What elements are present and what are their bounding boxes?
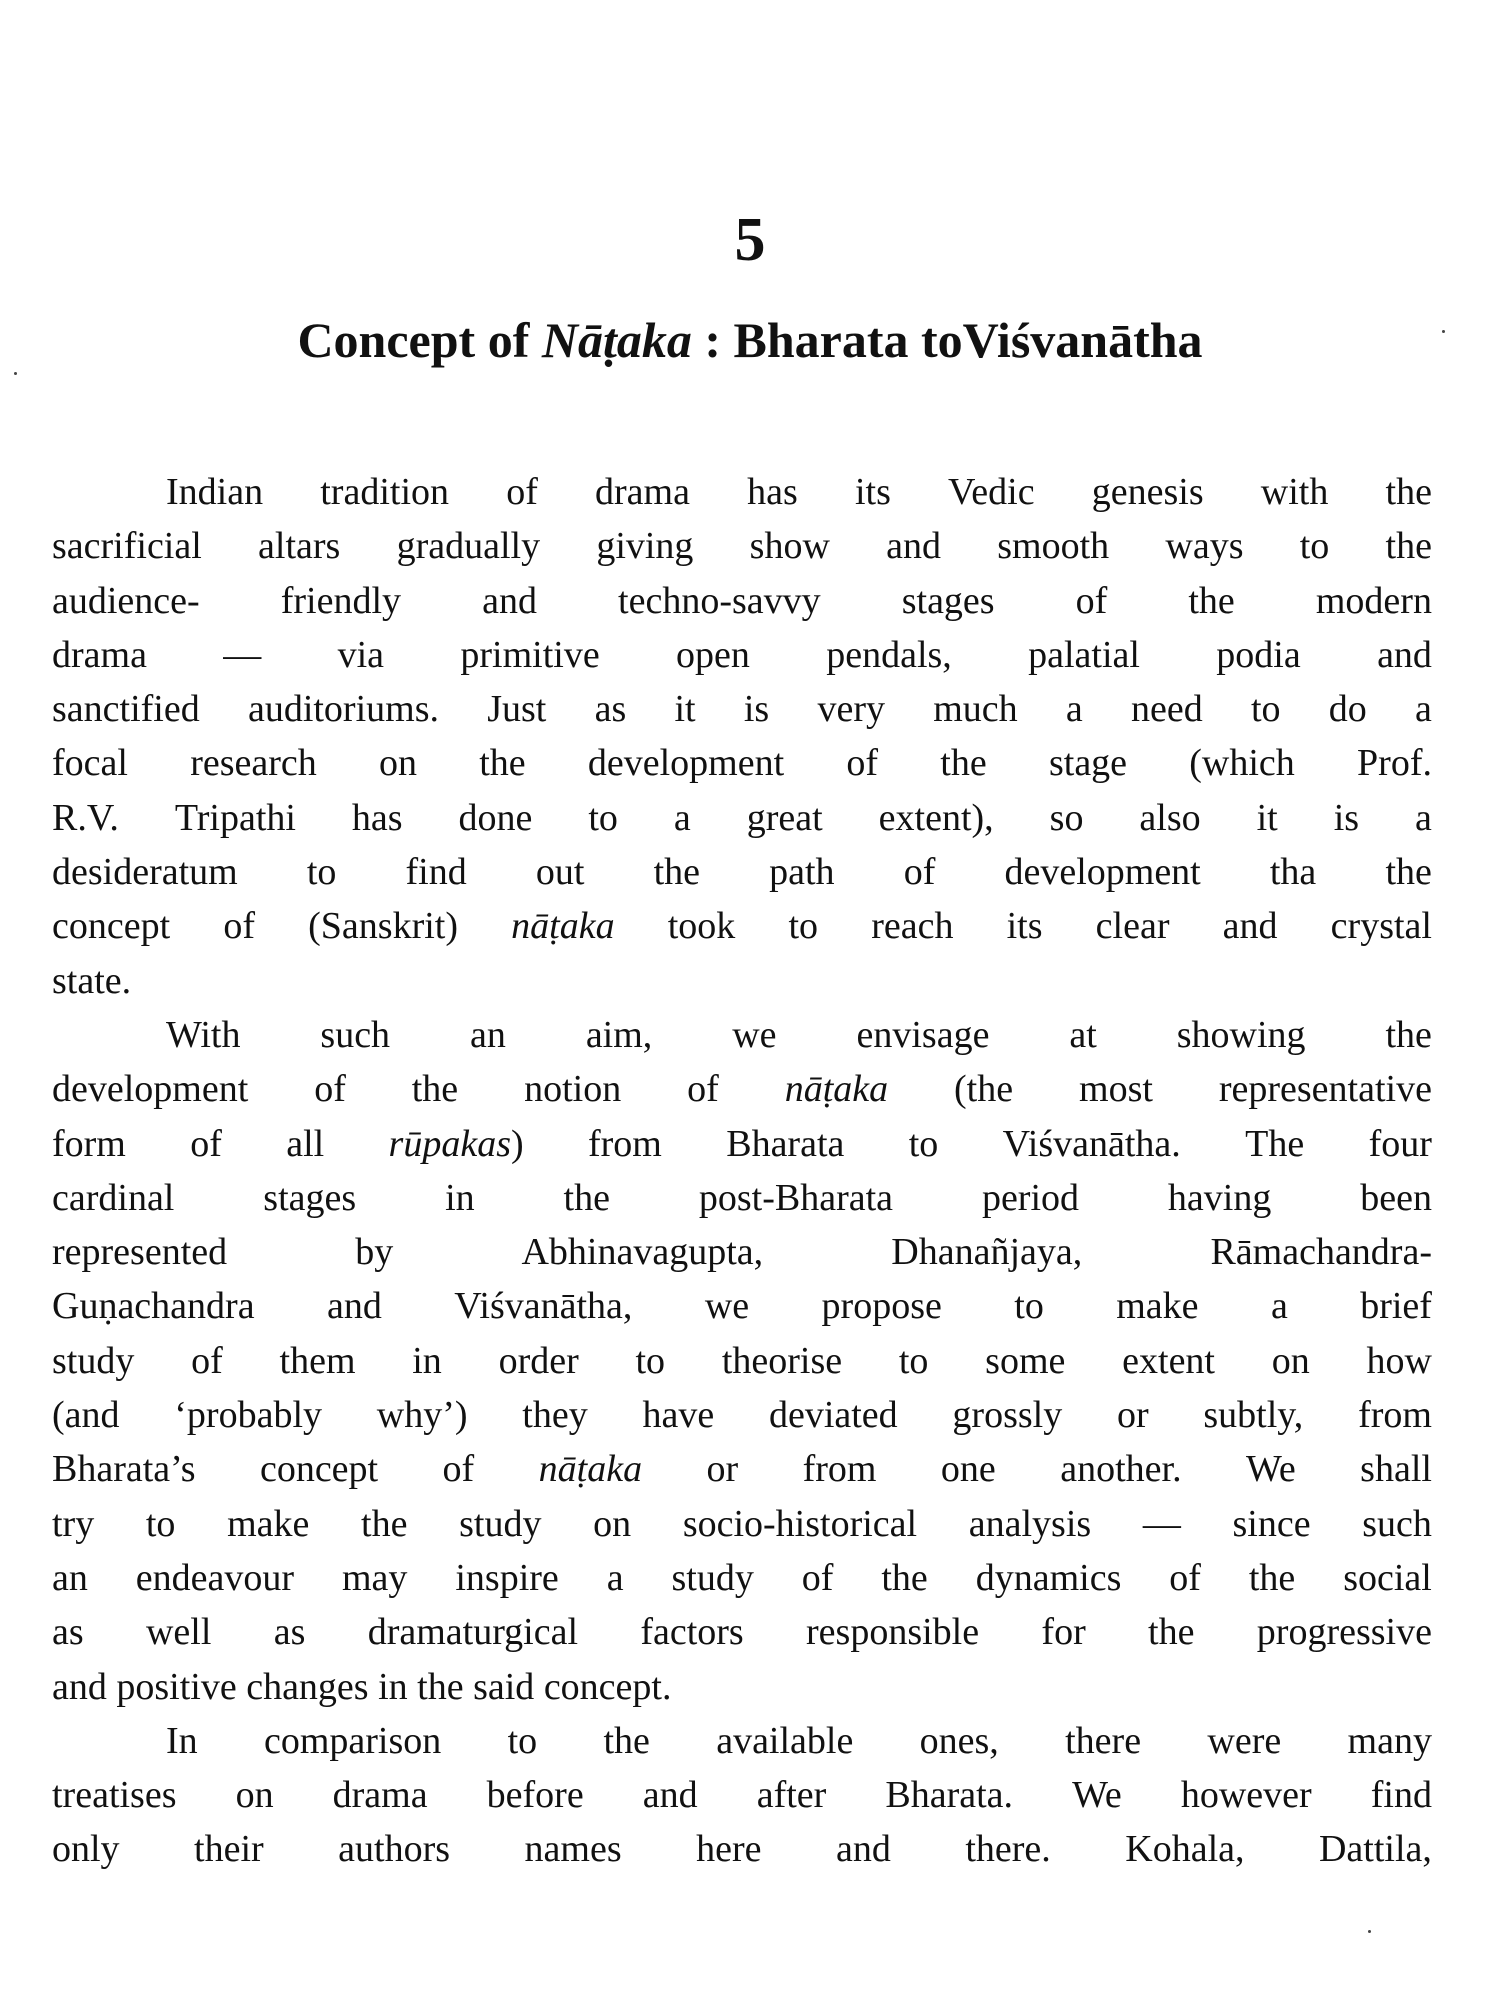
word: such	[1362, 1502, 1432, 1545]
word: ones,	[919, 1719, 999, 1762]
word: much	[933, 688, 1018, 731]
word: the	[603, 1719, 650, 1762]
word: some	[985, 1339, 1066, 1382]
word: available	[716, 1719, 854, 1762]
word: the	[1148, 1611, 1195, 1654]
word: from	[1358, 1394, 1432, 1437]
word: however	[1180, 1774, 1312, 1817]
word: changes	[246, 1665, 369, 1708]
text-line	[52, 519, 1432, 573]
word: has	[747, 471, 798, 513]
text-line	[52, 1497, 1432, 1551]
text-line	[52, 845, 1432, 899]
word: and	[326, 1285, 382, 1328]
word: Viśvanātha.	[1002, 1122, 1181, 1165]
word: grossly	[952, 1394, 1063, 1437]
word: took	[667, 905, 736, 948]
word: focal	[52, 742, 128, 785]
word: were	[1207, 1719, 1282, 1762]
word: stage	[1048, 742, 1128, 785]
word: the	[1385, 525, 1432, 568]
word: extent),	[878, 796, 994, 839]
word: state.	[52, 959, 132, 1002]
word: concept.	[543, 1665, 672, 1708]
word: of	[1075, 579, 1108, 622]
text-line	[52, 1442, 1432, 1496]
text-line	[52, 1551, 1432, 1605]
word: study	[459, 1502, 542, 1545]
word: Prof.	[1357, 742, 1432, 785]
word: the	[881, 1556, 928, 1599]
word: propose	[821, 1285, 942, 1328]
word: period	[981, 1176, 1080, 1219]
word: Rāmachandra-	[1210, 1231, 1432, 1274]
word: of	[314, 1068, 346, 1111]
word: in	[412, 1339, 442, 1382]
word: an	[470, 1013, 506, 1056]
word: four	[1368, 1122, 1432, 1165]
word: represented	[52, 1231, 228, 1274]
text-line	[52, 1334, 1432, 1388]
word: the	[653, 851, 700, 894]
word: sacrificial	[52, 525, 202, 568]
word: have	[642, 1394, 715, 1437]
word: there.	[965, 1828, 1051, 1871]
word: and	[835, 1828, 891, 1871]
word: With	[166, 1013, 241, 1056]
word: as	[52, 1611, 84, 1654]
word: before	[486, 1774, 584, 1817]
text-line	[52, 465, 1432, 519]
word: do	[1328, 688, 1367, 731]
word: theorise	[721, 1339, 843, 1382]
text-line	[52, 1279, 1432, 1333]
word: from	[802, 1448, 877, 1491]
word: —	[1142, 1502, 1181, 1545]
word: a	[1065, 688, 1083, 731]
word: show	[749, 525, 830, 568]
word: We	[1246, 1448, 1296, 1491]
word: great	[746, 796, 823, 839]
word: we	[704, 1285, 750, 1328]
word: drama	[52, 633, 147, 676]
word: subtly,	[1203, 1394, 1304, 1437]
word: the	[479, 742, 526, 785]
word: palatial	[1028, 633, 1140, 676]
word: on	[1271, 1339, 1310, 1382]
word: they	[522, 1394, 588, 1437]
word: study	[671, 1556, 754, 1599]
text-line	[52, 628, 1432, 682]
word: responsible	[806, 1611, 980, 1654]
word: as	[273, 1611, 306, 1654]
word: so	[1049, 796, 1084, 839]
word: envisage	[856, 1013, 990, 1056]
word: crystal	[1330, 905, 1432, 948]
word: via	[337, 633, 385, 676]
word: the	[361, 1502, 408, 1545]
word: it	[1256, 796, 1278, 839]
word: extent	[1122, 1339, 1215, 1382]
word: endeavour	[135, 1556, 295, 1599]
word: a	[1415, 688, 1432, 731]
word: Dattila,	[1318, 1828, 1432, 1871]
word: of	[506, 471, 538, 513]
paragraph	[52, 1714, 1432, 1877]
word: ways	[1165, 525, 1244, 568]
word: them	[279, 1339, 356, 1382]
word: for	[1041, 1611, 1086, 1654]
word: of	[190, 1122, 222, 1165]
word: auditoriums.	[247, 688, 439, 731]
word: to	[788, 905, 819, 948]
word: (which	[1189, 742, 1295, 785]
word: the	[411, 1068, 459, 1111]
word: the	[1385, 471, 1432, 513]
word: as	[594, 688, 627, 731]
word: Guṇachandra	[52, 1285, 255, 1328]
word: may	[341, 1556, 408, 1599]
word: tradition	[320, 471, 450, 513]
word: of	[903, 851, 936, 894]
word: aim,	[585, 1013, 653, 1056]
word: on	[235, 1774, 274, 1817]
word: or	[1116, 1394, 1149, 1437]
word: drama	[332, 1774, 428, 1817]
word: to	[1299, 525, 1330, 568]
word: to	[1014, 1285, 1044, 1328]
chapter-title-italic: Nāṭaka	[541, 312, 692, 368]
word: primitive	[460, 633, 600, 676]
word: many	[1347, 1719, 1432, 1762]
word: shall	[1360, 1448, 1432, 1491]
word: from	[588, 1122, 662, 1165]
word: here	[696, 1828, 762, 1871]
chapter-title-part1: Concept of	[297, 312, 542, 368]
word: the	[1248, 1556, 1296, 1599]
word: factors	[640, 1611, 744, 1654]
word: podia	[1216, 633, 1301, 676]
word: or	[706, 1448, 739, 1491]
word: to	[588, 796, 618, 839]
word: to	[898, 1339, 929, 1382]
body-text	[52, 465, 1432, 1877]
word: comparison	[263, 1719, 442, 1762]
word: Bharata’s	[52, 1448, 196, 1491]
word: in	[445, 1176, 475, 1219]
word: the	[1385, 1013, 1432, 1056]
word: friendly	[280, 579, 402, 622]
word: concept	[52, 905, 171, 948]
word: most	[1079, 1068, 1153, 1111]
word: a	[1415, 796, 1432, 839]
text-line	[52, 1605, 1432, 1659]
word: nāṭaka	[784, 1068, 889, 1111]
word: genesis	[1091, 471, 1204, 513]
word: form	[52, 1122, 126, 1165]
word: In	[166, 1719, 198, 1762]
word: the	[563, 1176, 610, 1219]
word: on	[378, 742, 417, 785]
word: and	[1222, 905, 1278, 948]
word: development	[52, 1068, 249, 1111]
word: to	[1250, 688, 1281, 731]
word: of	[223, 905, 255, 948]
word: gradually	[396, 525, 541, 568]
word: altars	[258, 525, 341, 568]
word: concept	[259, 1448, 379, 1491]
text-line	[52, 1768, 1432, 1822]
word: of	[442, 1448, 475, 1491]
word: with	[1260, 471, 1329, 513]
word: its	[854, 471, 891, 513]
text-line	[52, 682, 1432, 736]
word: (Sanskrit)	[308, 905, 458, 948]
word: to	[507, 1719, 538, 1762]
word: clear	[1095, 905, 1170, 948]
word: names	[524, 1828, 622, 1871]
word: of	[846, 742, 879, 785]
word: (the	[954, 1068, 1014, 1111]
word: in	[378, 1665, 408, 1708]
word: Abhinavagupta,	[521, 1231, 764, 1274]
word: its	[1006, 905, 1043, 948]
word: Dhanañjaya,	[891, 1231, 1083, 1274]
word: Indian	[166, 471, 264, 513]
word: Bharata	[726, 1122, 845, 1165]
word: Tripathi	[174, 796, 296, 839]
word: and	[482, 579, 537, 622]
paragraph	[52, 465, 1432, 1008]
word: of	[801, 1556, 834, 1599]
text-line	[52, 1062, 1432, 1116]
word: authors	[338, 1828, 451, 1871]
word: it	[674, 688, 696, 731]
word: to	[306, 851, 337, 894]
text-line	[52, 899, 1432, 953]
scan-speck	[14, 372, 17, 375]
word: nāṭaka	[511, 905, 615, 948]
word: Viśvanātha,	[454, 1285, 633, 1328]
text-line	[52, 736, 1432, 790]
word: very	[817, 688, 885, 731]
word: also	[1139, 796, 1201, 839]
word: desideratum	[52, 851, 238, 894]
word: post-Bharata	[698, 1176, 894, 1219]
word: sanctified	[52, 688, 200, 731]
text-line	[52, 1822, 1432, 1876]
word: drama	[595, 471, 690, 513]
word: socio-historical	[682, 1502, 918, 1545]
word: showing	[1176, 1013, 1306, 1056]
word: and	[1377, 633, 1432, 676]
word: stages	[263, 1176, 357, 1219]
word: pendals,	[826, 633, 952, 676]
word: the	[1188, 579, 1235, 622]
word: development	[587, 742, 785, 785]
word: inspire	[455, 1556, 559, 1599]
word: out	[535, 851, 585, 894]
word: a	[673, 796, 691, 839]
word: notion	[524, 1068, 622, 1111]
word: study	[52, 1339, 135, 1382]
word: representative	[1218, 1068, 1432, 1111]
word: a	[606, 1556, 624, 1599]
word: is	[1333, 796, 1360, 839]
word: R.V.	[52, 796, 119, 839]
word: find	[1370, 1774, 1432, 1817]
word: been	[1360, 1176, 1432, 1219]
word: and	[886, 525, 942, 568]
word: the	[1385, 851, 1432, 894]
word: dynamics	[975, 1556, 1122, 1599]
word: on	[593, 1502, 632, 1545]
scan-speck	[1368, 1930, 1371, 1933]
word: to	[908, 1122, 939, 1165]
word: rūpakas)	[388, 1122, 524, 1165]
text-line	[52, 574, 1432, 628]
word: path	[769, 851, 835, 894]
chapter-title	[0, 308, 1500, 372]
text-line	[52, 954, 1432, 1008]
word: of	[191, 1339, 223, 1382]
word: brief	[1360, 1285, 1432, 1328]
word: The	[1245, 1122, 1305, 1165]
word: modern	[1315, 579, 1432, 622]
word: Bharata.	[885, 1774, 1014, 1817]
word: we	[732, 1013, 777, 1056]
word: to	[145, 1502, 176, 1545]
word: order	[498, 1339, 579, 1382]
word: ‘probably	[174, 1394, 323, 1437]
word: at	[1069, 1013, 1097, 1056]
word: analysis	[968, 1502, 1092, 1545]
word: smooth	[997, 525, 1110, 568]
text-line	[52, 1660, 1432, 1714]
word: the	[940, 742, 987, 785]
word: and	[642, 1774, 698, 1817]
word: treatises	[52, 1774, 177, 1817]
word: is	[743, 688, 770, 731]
word: open	[676, 633, 750, 676]
word: there	[1065, 1719, 1142, 1762]
word: Just	[487, 688, 547, 731]
word: well	[145, 1611, 212, 1654]
word: need	[1131, 688, 1203, 731]
word: (and	[52, 1394, 120, 1437]
text-line	[52, 1225, 1432, 1279]
text-line	[52, 1388, 1432, 1442]
word: of	[1169, 1556, 1201, 1599]
chapter-number: 5	[734, 206, 766, 274]
word: said	[473, 1665, 535, 1708]
word: deviated	[768, 1394, 898, 1437]
word: find	[405, 851, 467, 894]
word: dramaturgical	[367, 1611, 579, 1654]
word: positive	[116, 1665, 237, 1708]
word: development	[1004, 851, 1201, 894]
word: make	[227, 1502, 310, 1545]
word: techno-savvy	[618, 579, 821, 622]
word: audience-	[52, 579, 200, 622]
word: by	[355, 1231, 394, 1274]
word: try	[52, 1502, 95, 1545]
word: has	[351, 796, 403, 839]
word: done	[458, 796, 533, 839]
text-line	[52, 1008, 1432, 1062]
word: an	[52, 1556, 88, 1599]
word: giving	[596, 525, 694, 568]
word: Vedic	[948, 471, 1035, 513]
word: —	[223, 633, 262, 676]
word: the	[417, 1665, 464, 1708]
word: a	[1270, 1285, 1288, 1328]
word: cardinal	[52, 1176, 175, 1219]
word: having	[1167, 1176, 1272, 1219]
word: tha	[1269, 851, 1317, 894]
word: since	[1232, 1502, 1311, 1545]
word: another.	[1060, 1448, 1182, 1491]
word: Kohala,	[1125, 1828, 1245, 1871]
word: We	[1072, 1774, 1122, 1817]
text-line	[52, 1714, 1432, 1768]
word: such	[320, 1013, 391, 1056]
word: nāṭaka	[538, 1448, 643, 1491]
text-line	[52, 1171, 1432, 1225]
word: how	[1366, 1339, 1432, 1382]
word: one	[940, 1448, 996, 1491]
word: and	[52, 1665, 107, 1708]
word: their	[194, 1828, 264, 1871]
word: research	[190, 742, 317, 785]
word: reach	[871, 905, 954, 948]
text-line	[52, 1117, 1432, 1171]
word: make	[1116, 1285, 1199, 1328]
word: to	[635, 1339, 666, 1382]
text-line	[52, 791, 1432, 845]
word: why’)	[376, 1394, 468, 1437]
word: stages	[901, 579, 995, 622]
word: progressive	[1256, 1611, 1432, 1654]
word: only	[52, 1828, 120, 1871]
word: of	[687, 1068, 719, 1111]
paragraph	[52, 1008, 1432, 1714]
word: all	[286, 1122, 325, 1165]
chapter-title-part2: : Bharata toViśvanātha	[691, 312, 1203, 368]
scan-speck	[1442, 330, 1445, 333]
word: after	[756, 1774, 827, 1817]
word: social	[1343, 1556, 1432, 1599]
